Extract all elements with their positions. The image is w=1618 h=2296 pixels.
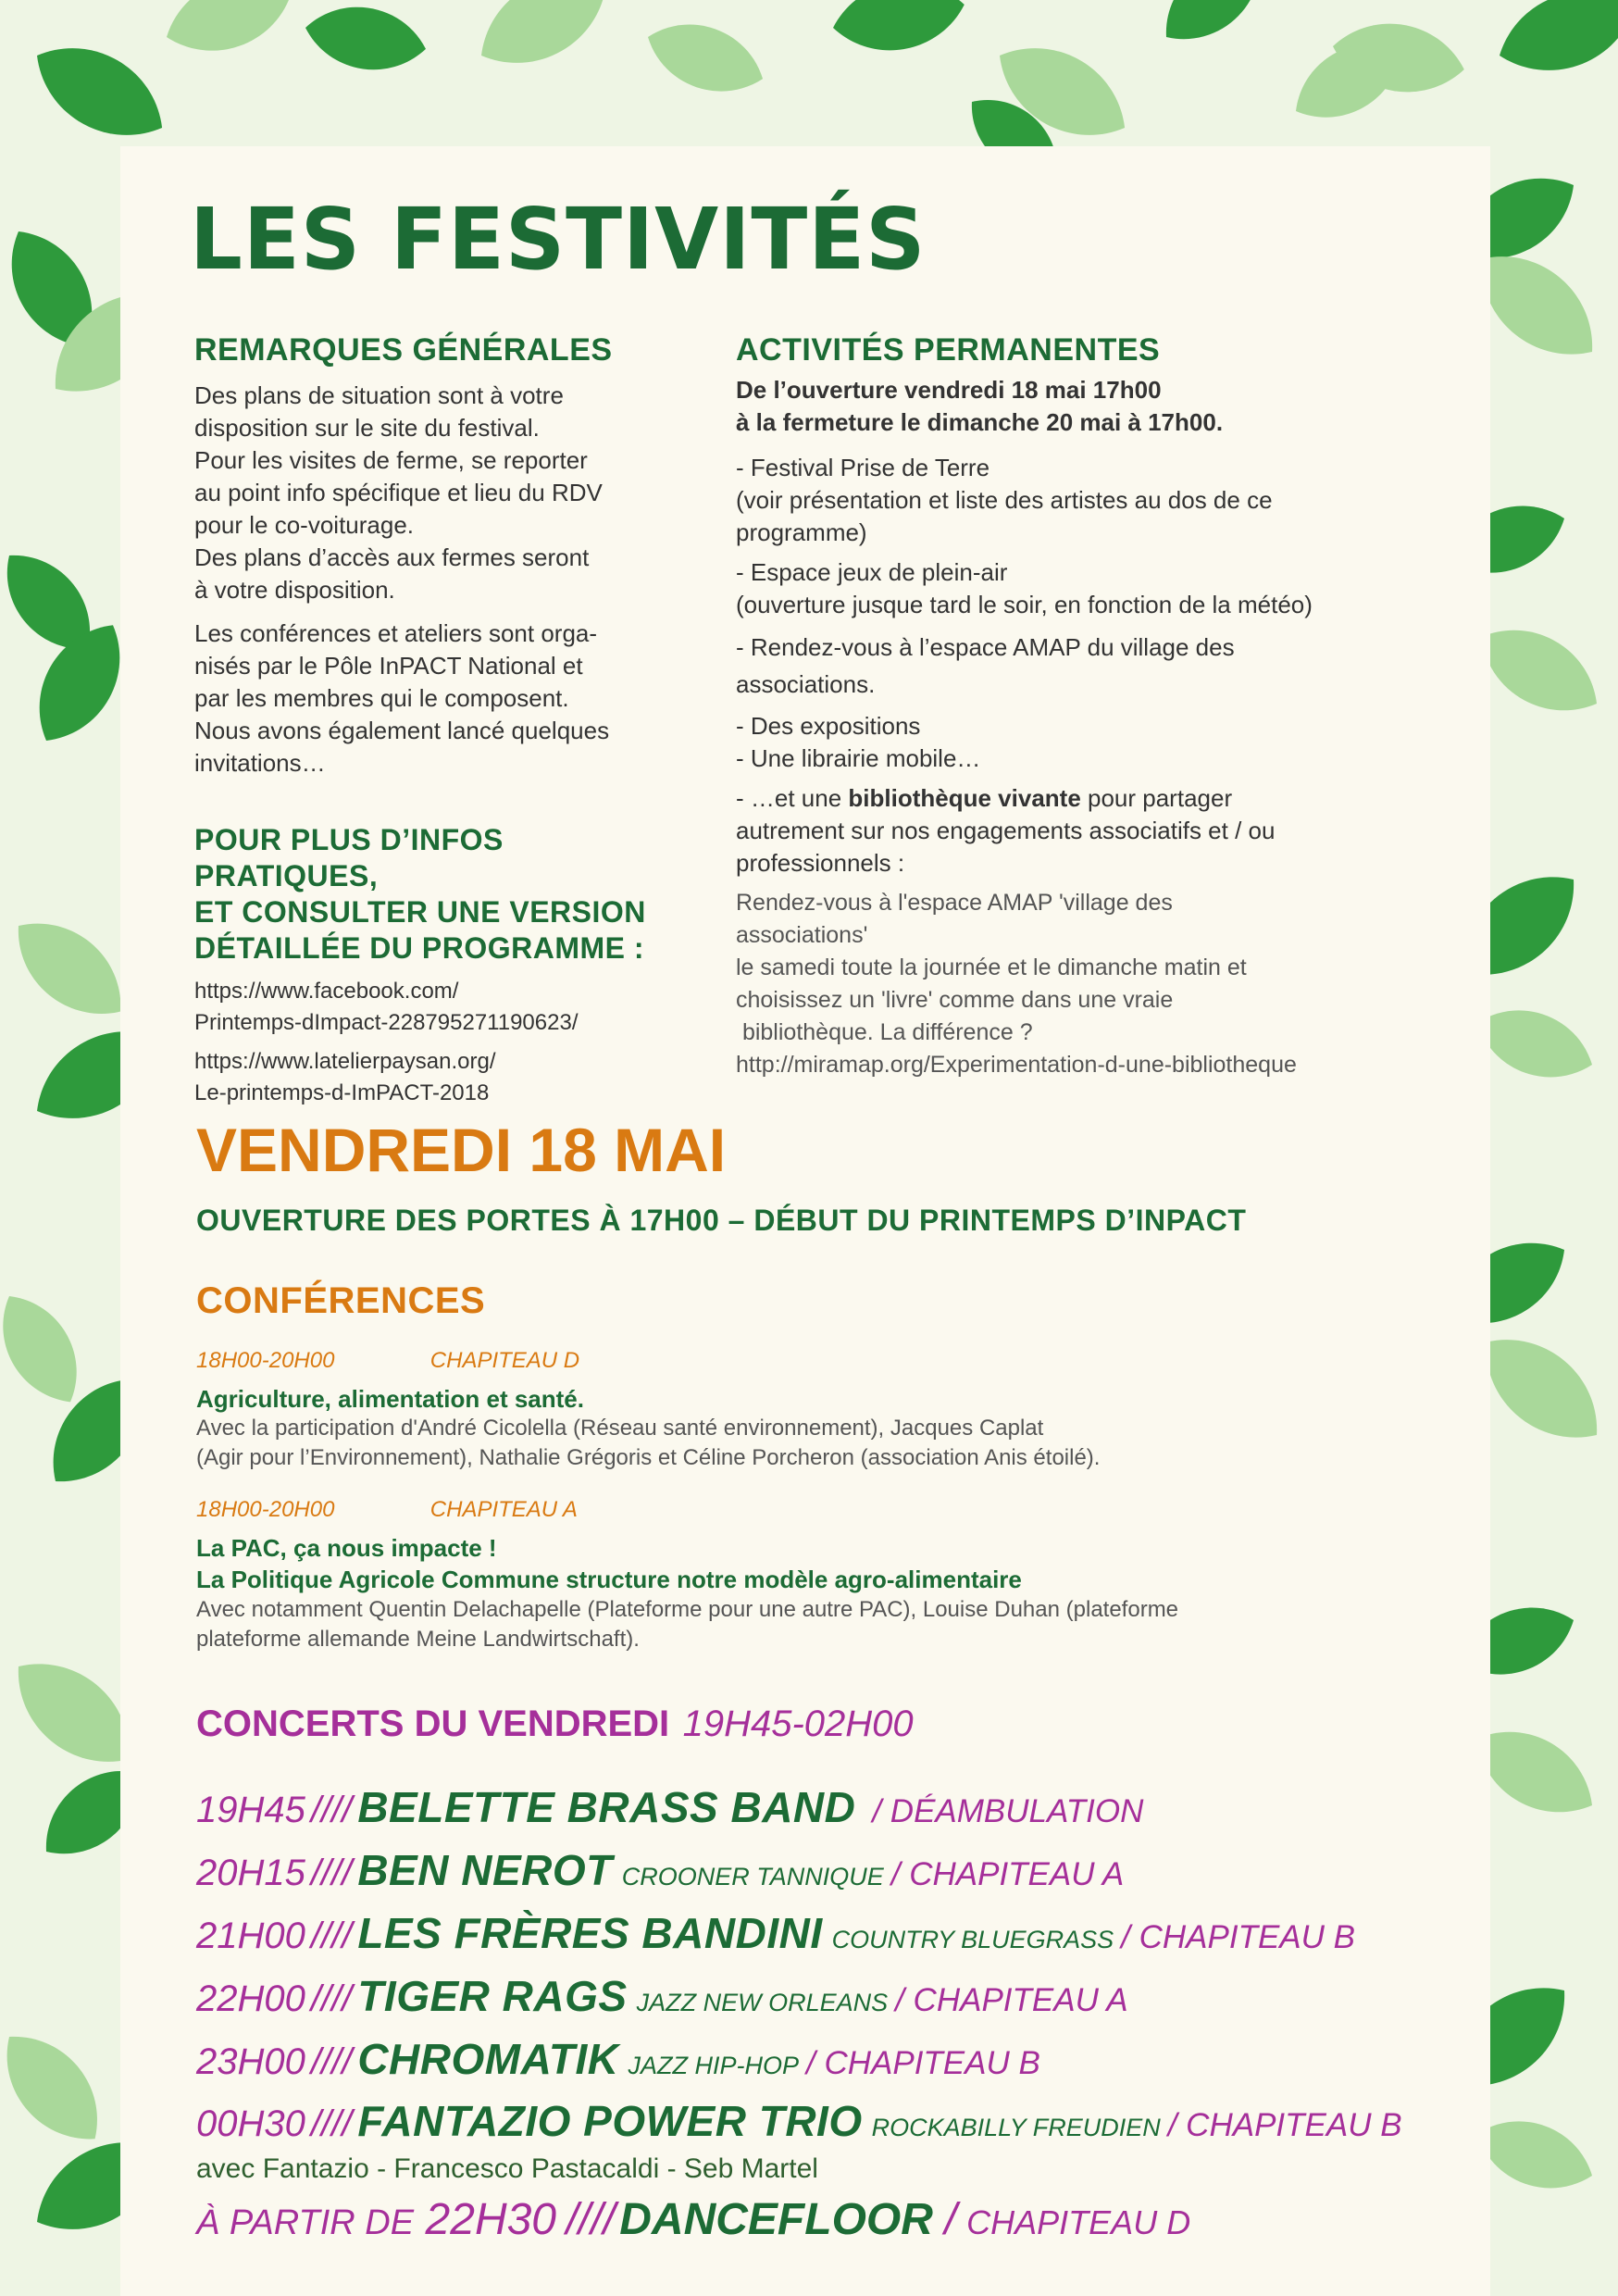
concert-separator: //// (310, 1790, 353, 1830)
concert-time: 22H00 (196, 1978, 305, 2019)
conference-2 (196, 1497, 1474, 1654)
latelierpaysan-link[interactable]: https://www.latelierpaysan.org/ Le-printemps-d-ImPACT-2018 (194, 1049, 496, 1105)
concert-row (196, 1908, 1355, 1958)
concert-time: 21H00 (196, 1915, 305, 1956)
remarques-para-1: Des plans de situation sont à votre disposition sur le site du festival. Pour les visites de ferme, se reporter au point info spécifique et lieu du RDV pour le co-voiturage. Des plans d’accès aux fermes seront à votre disposition. (194, 381, 603, 604)
concert-time: 20H15 (196, 1853, 305, 1893)
concert-genre: JAZZ NEW ORLEANS (636, 1989, 889, 2016)
concert-time: 23H00 (196, 2041, 305, 2082)
conference-title: Agriculture, alimentation et santé. (196, 1385, 584, 1413)
list-item-bibliotheque: - …et une bibliothèque vivante pour partager autrement sur nos engagements associatifs et / ou professionnels : (736, 784, 1276, 877)
concert-separator: //// (310, 1978, 353, 2019)
concert-artist: FANTAZIO POWER TRIO (357, 2097, 863, 2145)
concert-row (196, 2096, 1402, 2146)
right-column (736, 331, 1476, 1081)
conference-desc: Avec la participation d'André Cicolella (Réseau santé environnement), Jacques Caplat (Agir pour l’Environnement), Nathalie Grégoris et Céline Porcheron (association Anis étoilé). (196, 1416, 1101, 1470)
concert-location: / CHAPITEAU A (895, 1982, 1128, 2018)
leaf-decoration (1487, 0, 1618, 90)
conference-time: 18H00-20H00 (196, 1497, 335, 1522)
concert-row (196, 2034, 1040, 2084)
day-subtitle: OUVERTURE DES PORTES À 17H00 – DÉBUT DU PRINTEMPS D’INPACT (196, 1204, 1247, 1237)
leaf-decoration (19, 24, 180, 159)
leaf-decoration (1147, 0, 1280, 60)
concert-artist: BEN NEROT (357, 1846, 613, 1894)
activites-intro: De l’ouverture vendredi 18 mai 17h00 à la fermeture le dimanche 20 mai à 17h00. (736, 376, 1224, 436)
concert-time: 00H30 (196, 2103, 305, 2144)
concert-location: / CHAPITEAU B (806, 2045, 1040, 2081)
leaf-decoration (464, 0, 625, 87)
page-title: LES FESTIVITÉS (190, 190, 927, 289)
concert-row (196, 1782, 1143, 1832)
leaf-decoration (300, 0, 430, 79)
list-item: - Des expositions - Une librairie mobile… (736, 712, 981, 772)
concert-genre: COUNTRY BLUEGRASS (831, 1926, 1114, 1953)
list-item: - Rendez-vous à l’espace AMAP du village des associations. (736, 633, 1235, 698)
dancefloor-row: À PARTIR DE 22H30 //// DANCEFLOOR / CHAPITEAU D (196, 2195, 1191, 2244)
facebook-link[interactable]: https://www.facebook.com/ Printemps-dImpact-228795271190623/ (194, 979, 579, 1035)
remarques-para-2: Les conférences et ateliers sont orga- nisés par le Pôle InPACT National et par les membres qui le composent. Nous avons également lancé quelques invitations… (194, 619, 610, 777)
concert-artist: TIGER RAGS (357, 1972, 628, 2020)
miramap-link[interactable]: http://miramap.org/Experimentation-d-une-bibliotheque (736, 1052, 1297, 1078)
conference-desc: Avec notamment Quentin Delachapelle (Plateforme pour une autre PAC), Louise Duhan (plateforme plateforme allemande Meine Landwirtschaft). (196, 1597, 1179, 1652)
concert-genre: JAZZ HIP-HOP (628, 2052, 800, 2079)
list-item: - Festival Prise de Terre (voir présentation et liste des artistes au dos de ce programme) (736, 454, 1273, 546)
concert-time: 19H45 (196, 1790, 305, 1830)
concert-genre: ROCKABILLY FREUDIEN (871, 2114, 1161, 2141)
leaf-decoration (156, 0, 304, 69)
concert-separator: //// (310, 1853, 353, 1893)
concert-artist: CHROMATIK (357, 2035, 619, 2083)
remarques-heading: REMARQUES GÉNÉRALES (194, 332, 613, 368)
leaf-decoration (0, 1281, 97, 1417)
leaf-decoration (0, 2015, 120, 2161)
leaf-decoration (638, 8, 774, 107)
activites-heading: ACTIVITÉS PERMANENTES (736, 332, 1161, 368)
concert-artist: LES FRÈRES BANDINI (357, 1909, 823, 1957)
concert-row (196, 1971, 1128, 2021)
conference-time: 18H00-20H00 (196, 1348, 335, 1373)
leaf-decoration (828, 0, 970, 60)
conference-1 (196, 1348, 1474, 1473)
concert-separator: //// (310, 1915, 353, 1956)
list-item: - Espace jeux de plein-air (ouverture jusque tard le soir, en fonction de la météo) (736, 558, 1313, 618)
concert-separator: //// (310, 2041, 353, 2082)
day-title: VENDREDI 18 MAI (196, 1116, 727, 1184)
conference-title: La PAC, ça nous impacte ! La Politique Agricole Commune structure notre modèle agro-alimentaire (196, 1534, 1022, 1593)
concerts-heading: CONCERTS DU VENDREDI 19H45-02H00 (196, 1703, 914, 1744)
concert-artist: BELETTE BRASS BAND (357, 1783, 856, 1831)
conference-place: CHAPITEAU A (429, 1497, 578, 1522)
bibliotheque-details: Rendez-vous à l'espace AMAP 'village des associations' le samedi toute la journée et le dimanche matin et choisissez un 'livre' comme dans une vraie bibliothèque. La différence ? http://miramap.org/Experimentation-d-une-bibliotheque (736, 887, 1476, 1081)
concert-row (196, 1845, 1124, 1895)
concert-location: / CHAPITEAU B (1121, 1919, 1355, 1955)
conference-place: CHAPITEAU D (429, 1348, 580, 1373)
activites-list (736, 452, 1476, 880)
infos-heading: POUR PLUS D’INFOS PRATIQUES, ET CONSULTER UNE VERSION DÉTAILLÉE DU PROGRAMME : (194, 823, 646, 965)
concert-location: / CHAPITEAU B (1167, 2107, 1402, 2143)
conferences-heading: CONFÉRENCES (196, 1280, 486, 1321)
concert-location: / CHAPITEAU A (890, 1856, 1125, 1892)
trio-members: avec Fantazio - Francesco Pastacaldi - Seb Martel (196, 2153, 818, 2184)
concert-location: / DÉAMBULATION (872, 1793, 1144, 1829)
left-column (194, 331, 694, 1109)
concert-genre: CROONER TANNIQUE (621, 1863, 884, 1890)
concert-separator: //// (310, 2103, 353, 2144)
